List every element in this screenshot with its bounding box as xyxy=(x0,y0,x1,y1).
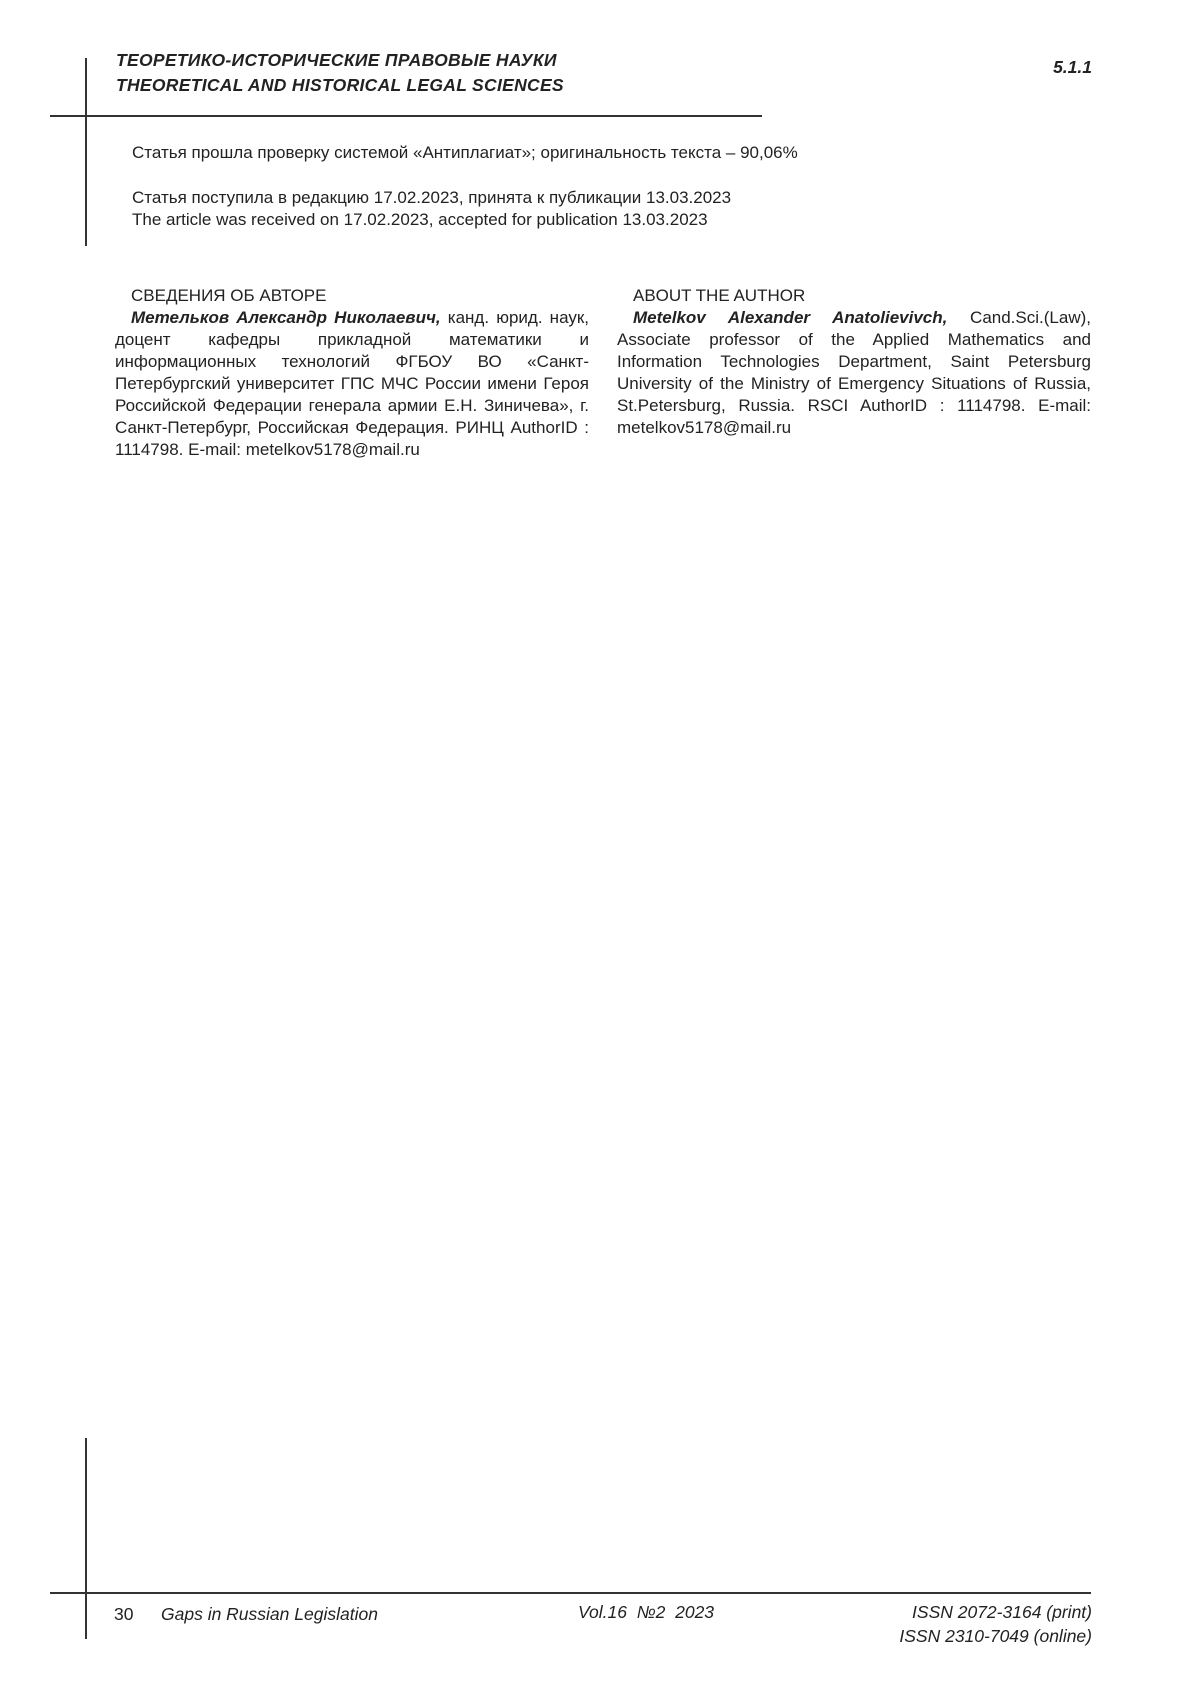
issn-block xyxy=(899,1600,1092,1648)
header-vertical-rule xyxy=(85,58,87,246)
footer-vertical-rule xyxy=(85,1438,87,1639)
author-info-en xyxy=(617,285,1091,439)
author-bio-en xyxy=(617,307,1091,439)
author-details-ru: канд. юрид. наук, доцент кафедры прикладной математики и информационных технологий ФГБОУ ВО «Санкт-Петербургский университет ГПС МЧС России имени Героя Российской Федерации генерала армии Е.Н. Зиничева», г. Санкт-Петербург, Российская Федерация. РИНЦ AuthorID : 1114798. E-mail: metelkov5178@mail.ru xyxy=(115,308,589,459)
author-name-ru: Метельков Александр Николаевич, xyxy=(131,308,441,327)
author-bio-ru xyxy=(115,307,589,461)
received-en: The article was received on 17.02.2023, accepted for publication 13.03.2023 xyxy=(132,209,708,229)
running-header xyxy=(116,48,564,98)
page-number: 30 xyxy=(114,1604,134,1624)
section-title-ru: ТЕОРЕТИКО-ИСТОРИЧЕСКИЕ ПРАВОВЫЕ НАУКИ xyxy=(116,50,557,70)
section-code: 5.1.1 xyxy=(1053,57,1092,77)
author-name-en: Metelkov Alexander Anatolievivch, xyxy=(633,308,948,327)
issn-online: ISSN 2310-7049 (online) xyxy=(899,1626,1092,1646)
received-ru: Статья поступила в редакцию 17.02.2023, принята к публикации 13.03.2023 xyxy=(132,188,732,207)
author-details-en: Cand.Sci.(Law), Associate professor of the Applied Mathematics and Information Technologies Department, Saint Petersburg University of the Ministry of Emergency Situations of Russia, St.Petersburg, Russia. RSCI AuthorID : 1114798. E-mail: metelkov5178@mail.ru xyxy=(617,308,1091,437)
issn-print: ISSN 2072-3164 (print) xyxy=(912,1602,1092,1622)
footer-horizontal-rule xyxy=(50,1592,1091,1594)
author-heading-en: ABOUT THE AUTHOR xyxy=(633,286,806,305)
journal-name: Gaps in Russian Legislation xyxy=(161,1604,378,1624)
author-info-ru xyxy=(115,285,589,461)
section-title-en: THEORETICAL AND HISTORICAL LEGAL SCIENCES xyxy=(116,75,564,95)
volume-issue: Vol.16 №2 2023 xyxy=(578,1602,715,1622)
antiplagiat-note: Статья прошла проверку системой «Антиплагиат»; оригинальность текста – 90,06% xyxy=(132,143,798,162)
received-block xyxy=(132,187,731,230)
header-horizontal-rule xyxy=(50,115,762,117)
author-heading-ru: СВЕДЕНИЯ ОБ АВТОРЕ xyxy=(131,286,327,305)
